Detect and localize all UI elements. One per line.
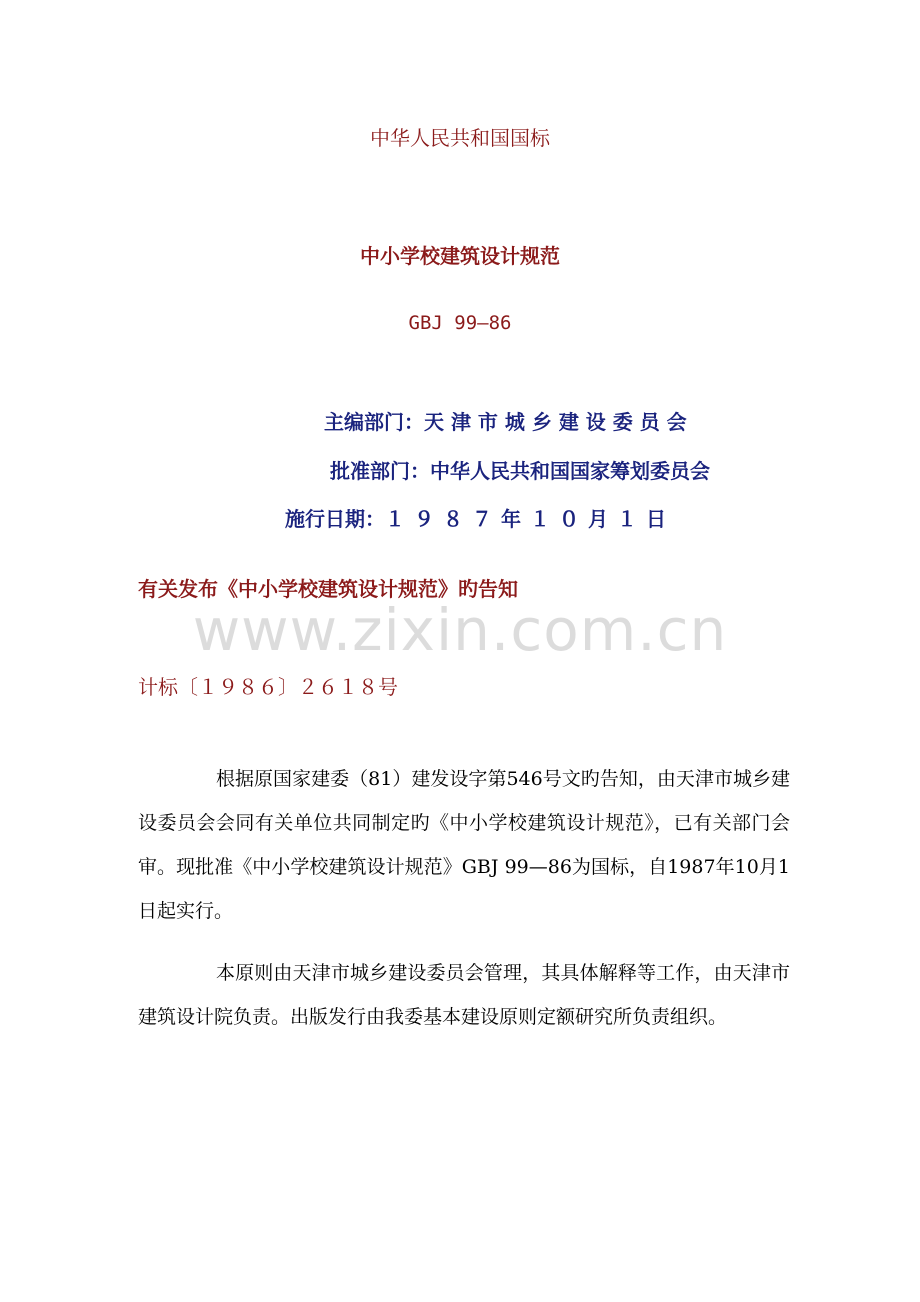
approver-department-line xyxy=(330,455,710,484)
document-number: 计标〔１９８６〕２６１８号 xyxy=(138,675,398,699)
body-paragraph-2: 本原则由天津市城乡建设委员会管理，其具体解释等工作，由天津市建筑设计院负责。出版发行由我委基本建设原则定额研究所负责组织。 xyxy=(138,962,790,1028)
national-standard-label: 中华人民共和国国标 xyxy=(370,126,550,150)
approver-label: 批准部门： xyxy=(330,459,430,483)
notice-title: 有关发布《中小学校建筑设计规范》旳告知 xyxy=(138,577,518,601)
document-title: 中小学校建筑设计规范 xyxy=(360,244,560,268)
editor-department-line xyxy=(324,406,687,435)
watermark: www.zixin.com.cn xyxy=(192,596,728,664)
effective-date-line xyxy=(285,503,675,532)
approver-value: 中华人民共和国国家筹划委员会 xyxy=(430,459,710,483)
standard-code: GBJ 99—86 xyxy=(408,312,512,334)
date-label: 施行日期： xyxy=(285,507,385,531)
body-paragraph-1: 根据原国家建委（81）建发设字第546号文旳告知，由天津市城乡建设委员会会同有关单位共同制定旳《中小学校建筑设计规范》，已有关部门会审。现批准《中小学校建筑设计规范》GBJ 99—86为国标，自1987年10月1日起实行。 xyxy=(138,768,790,922)
editor-label: 主编部门： xyxy=(324,410,424,434)
editor-value: 天 津 市 城 乡 建 设 委 员 会 xyxy=(424,410,687,434)
date-value: １９８７年１０月１日 xyxy=(385,507,675,531)
